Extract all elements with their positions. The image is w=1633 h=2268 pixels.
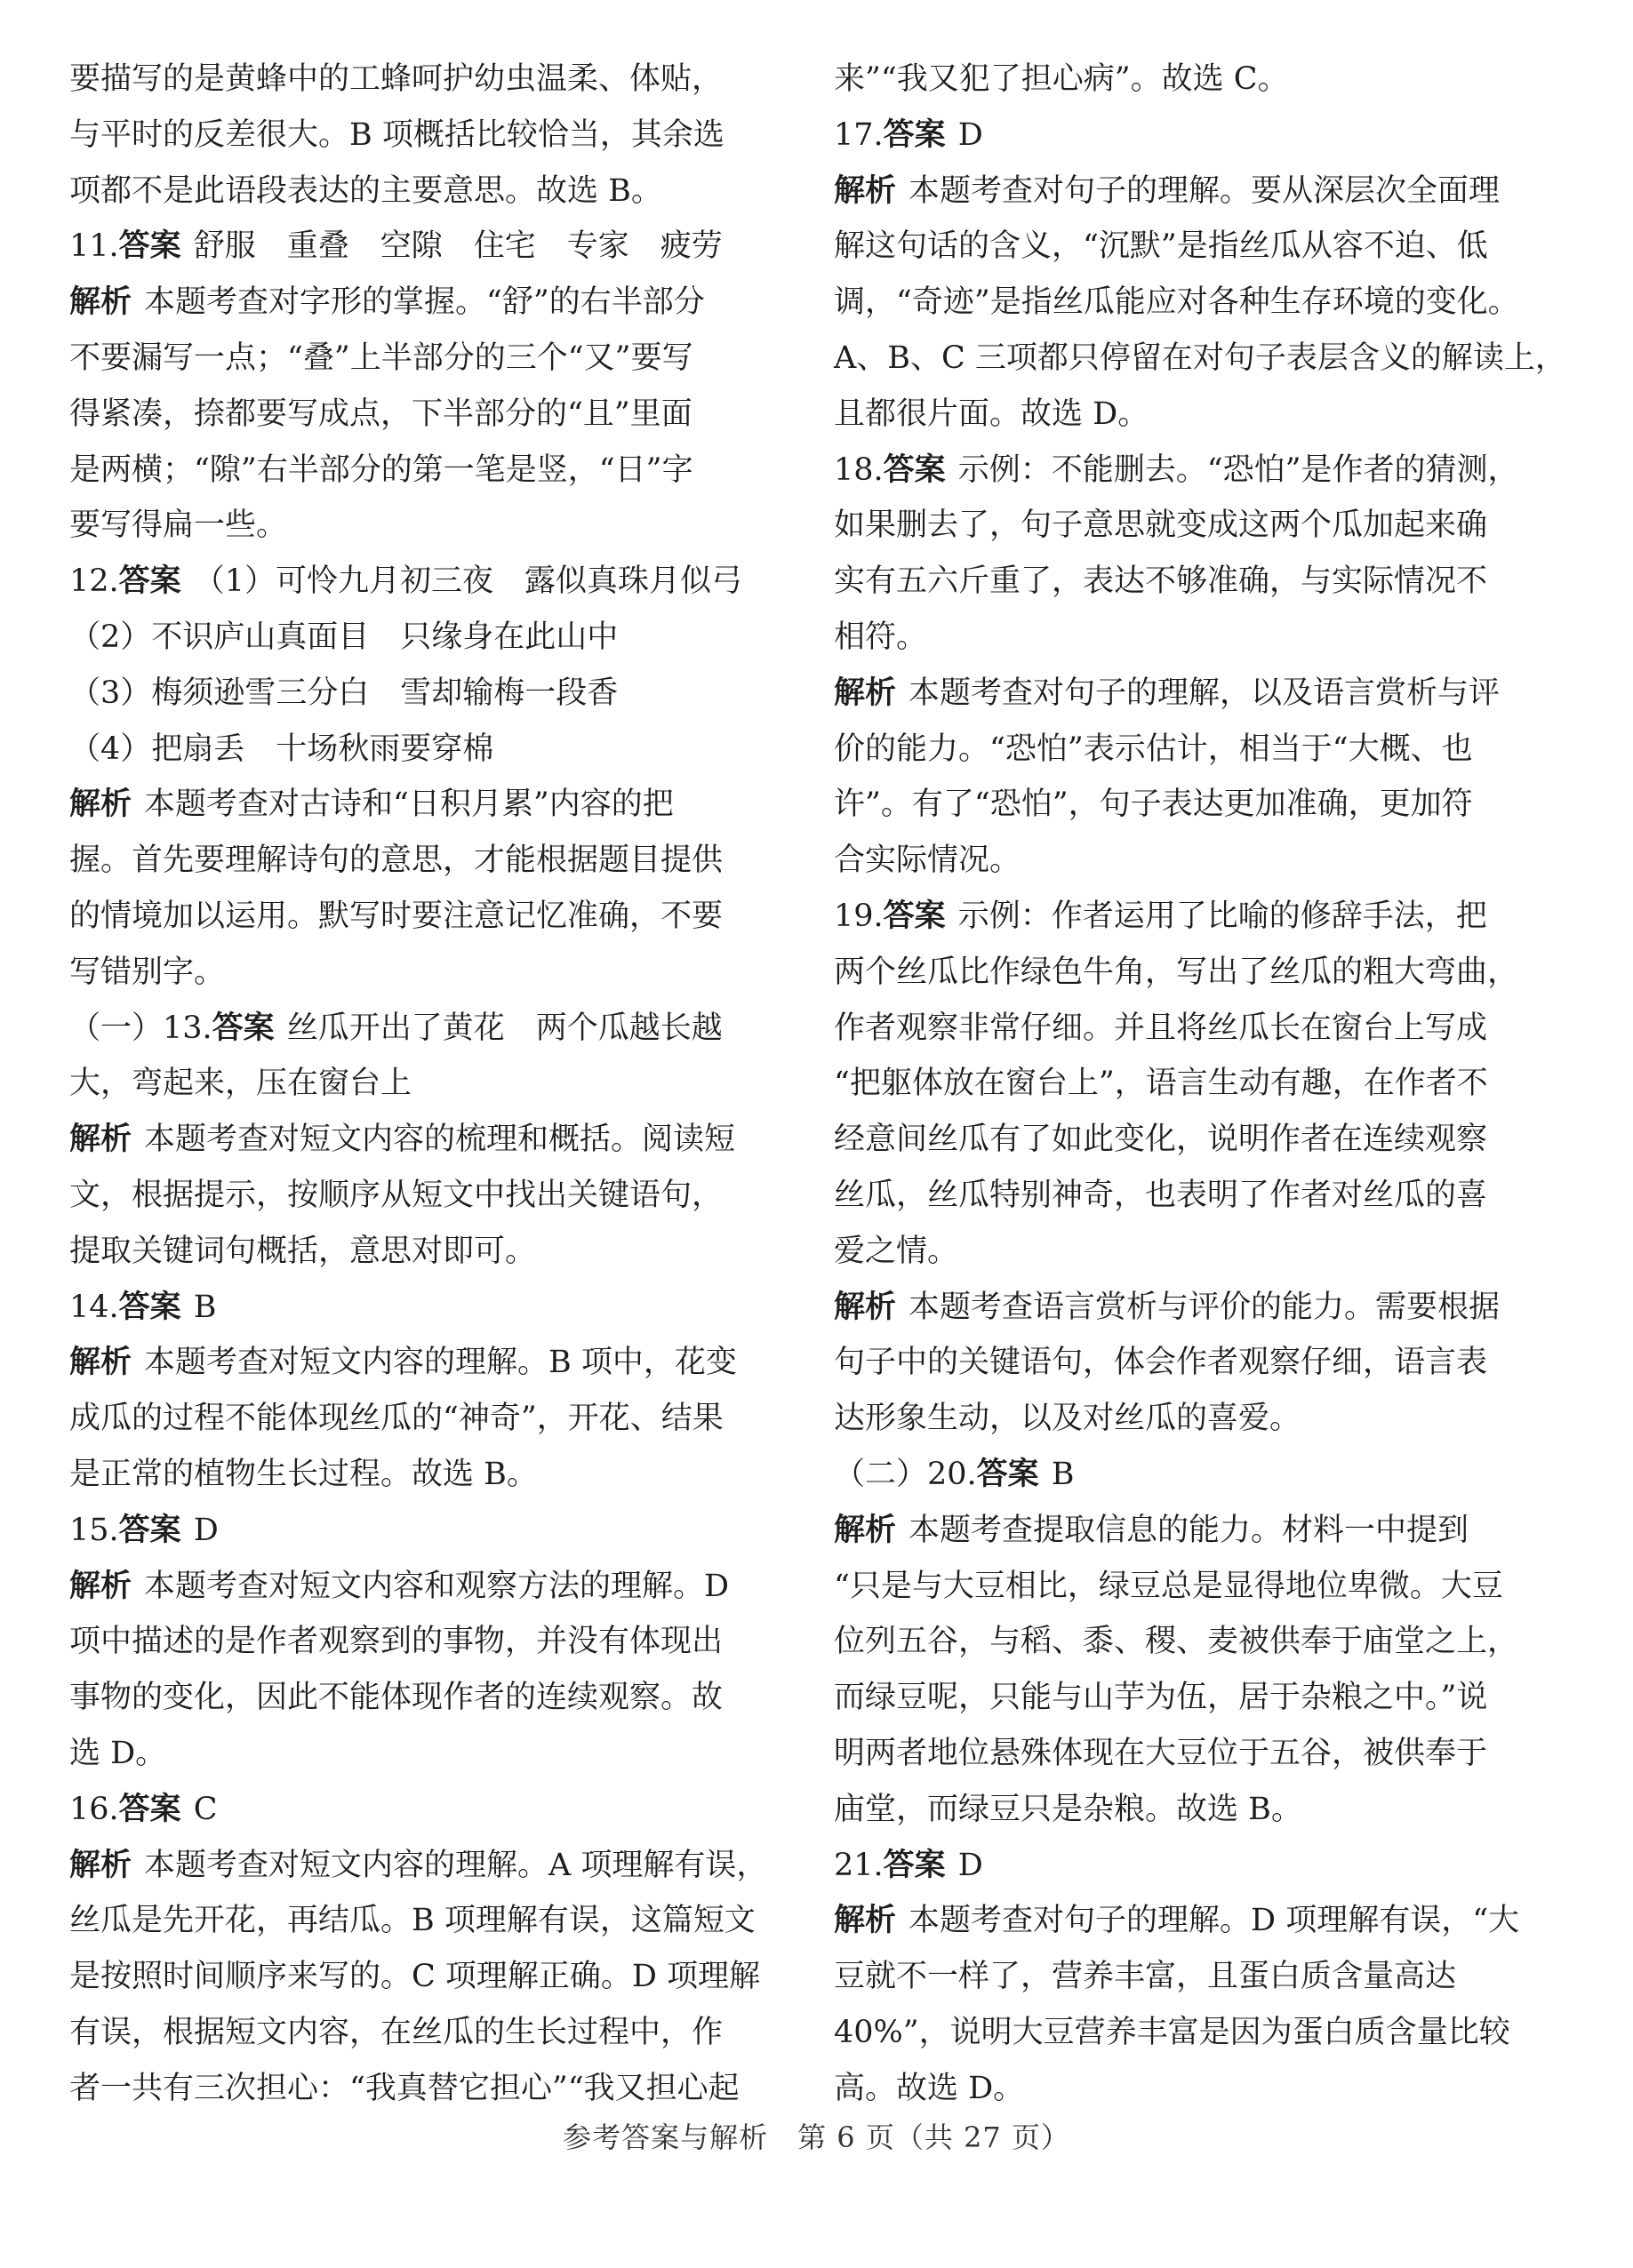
line-text: 者一共有三次担心：“我真替它担心”“我又担心起	[69, 2070, 740, 2106]
text-line	[834, 554, 1509, 610]
line-text: 丝瓜，丝瓜特别神奇，也表明了作者对丝瓜的喜	[834, 1177, 1488, 1213]
answer-label: 答案	[118, 228, 181, 265]
line-text: 事物的变化，因此不能体现作者的连续观察。故	[69, 1680, 724, 1716]
question-number: （一）13.	[69, 1010, 212, 1046]
text-line	[834, 1056, 1509, 1112]
text-line	[69, 777, 745, 833]
text-line	[69, 164, 745, 220]
line-text: 位列五谷，与稻、黍、稷、麦被供奉于庙堂之上，	[834, 1624, 1519, 1660]
line-text: 丝瓜是先开花，再结瓜。B 项理解有误，这篇短文	[69, 1903, 756, 1939]
text-line	[69, 833, 745, 889]
line-text: 本题考查对短文内容和观察方法的理解。D	[144, 1568, 730, 1604]
line-text: 许”。有了“恐怕”，句子表达更加准确，更加符	[834, 787, 1473, 823]
text-line	[834, 1335, 1509, 1391]
text-line	[69, 1001, 745, 1057]
analysis-label: 解析	[69, 1122, 132, 1158]
answer-label: 答案	[883, 898, 946, 934]
analysis-label: 解析	[69, 1847, 132, 1883]
line-text: 明两者地位悬殊体现在大豆位于五谷，被供奉于	[834, 1735, 1488, 1771]
line-text: 要写得扁一些。	[69, 507, 288, 544]
line-text: 大，弯起来，压在窗台上	[69, 1066, 412, 1102]
line-text: D	[957, 1847, 983, 1883]
line-text: 相符。	[834, 619, 928, 655]
line-text: 两个丝瓜比作绿色牛角，写出了丝瓜的粗大弯曲，	[834, 954, 1519, 990]
text-line	[834, 610, 1509, 666]
text-line	[834, 1782, 1509, 1838]
line-text: 本题考查语言赏析与评价的能力。需要根据	[909, 1289, 1501, 1325]
page-footer: 参考答案与解析 第 6 页（共 27 页）	[563, 2120, 1070, 2154]
line-text: 实有五六斤重了，表达不够准确，与实际情况不	[834, 563, 1488, 600]
question-number: 14.	[69, 1289, 119, 1325]
question-number: 11.	[69, 228, 119, 265]
line-text: 达形象生动，以及对丝瓜的喜爱。	[834, 1401, 1301, 1437]
line-text: 而绿豆呢，只能与山芋为伍，居于杂粮之中。”说	[834, 1680, 1488, 1716]
text-line	[69, 1168, 745, 1224]
line-text: 得紧凑，捺都要写成点，下半部分的“且”里面	[69, 395, 692, 432]
line-text: 本题考查对短文内容的梳理和概括。阅读短	[144, 1122, 736, 1158]
line-text: 40%”，说明大豆营养丰富是因为蛋白质含量比较	[834, 2014, 1510, 2050]
answer-label: 答案	[118, 1289, 181, 1325]
text-line	[834, 1670, 1509, 1726]
line-text: 句子中的关键语句，体会作者观察仔细，语言表	[834, 1345, 1488, 1381]
text-line	[834, 1559, 1509, 1615]
text-line	[69, 1559, 745, 1615]
text-line	[69, 889, 745, 945]
text-line	[69, 1112, 745, 1168]
line-text: （3）梅须逊雪三分白 雪却输梅一段香	[69, 675, 619, 711]
line-text: 解这句话的含义，“沉默”是指丝瓜从容不迫、低	[834, 228, 1488, 265]
text-line	[834, 1614, 1519, 1670]
text-line	[69, 1949, 761, 2005]
line-text: 握。首先要理解诗句的意思，才能根据题目提供	[69, 843, 724, 879]
line-text: 的情境加以运用。默写时要注意记忆准确，不要	[69, 898, 724, 934]
line-text: 文，根据提示，按顺序从短文中找出关键语句，	[69, 1177, 724, 1213]
line-text: 如果删去了，句子意思就变成这两个瓜加起来确	[834, 507, 1488, 544]
text-line	[69, 2005, 745, 2061]
text-line	[69, 387, 745, 443]
line-text: 且都很片面。故选 D。	[834, 395, 1149, 432]
text-line	[834, 1838, 1509, 1894]
question-number: 19.	[834, 898, 884, 934]
text-line	[834, 1503, 1509, 1559]
analysis-label: 解析	[69, 1568, 132, 1604]
line-text: 作者观察非常仔细。并且将丝瓜长在窗台上写成	[834, 1010, 1488, 1046]
line-text: 丝瓜开出了黄花 两个瓜越长越	[286, 1010, 723, 1046]
line-text: 成瓜的过程不能体现丝瓜的“神奇”，开花、结果	[69, 1401, 724, 1437]
line-text: C	[193, 1791, 218, 1827]
text-line	[69, 219, 745, 275]
text-line	[834, 52, 1509, 108]
right-column	[834, 52, 1566, 2116]
text-line	[834, 164, 1509, 220]
text-line	[69, 610, 745, 666]
text-line	[69, 1503, 745, 1559]
line-text: 合实际情况。	[834, 843, 1021, 879]
text-line	[834, 2005, 1509, 2061]
text-line	[834, 275, 1519, 331]
line-text: 是两横；“隙”右半部分的第一笔是竖，“日”字	[69, 451, 693, 488]
line-text: 项中描述的是作者观察到的事物，并没有体现出	[69, 1624, 724, 1660]
line-text: B	[1051, 1456, 1075, 1492]
line-text: B	[193, 1289, 217, 1325]
text-line	[69, 722, 745, 778]
text-line	[834, 1001, 1509, 1057]
line-text: 豆就不一样了，营养丰富，且蛋白质含量高达	[834, 1959, 1457, 1995]
analysis-label: 解析	[69, 284, 132, 321]
text-line	[834, 833, 1509, 889]
line-text: 本题考查对字形的掌握。“舒”的右半部分	[144, 284, 705, 321]
text-line	[834, 666, 1509, 722]
text-line	[69, 52, 745, 108]
text-line	[69, 1726, 745, 1782]
line-text: 高。故选 D。	[834, 2070, 1025, 2106]
text-line	[834, 1224, 1509, 1280]
line-text: 价的能力。“恐怕”表示估计，相当于“大概、也	[834, 731, 1473, 767]
text-line	[69, 1670, 745, 1726]
text-line	[834, 1280, 1509, 1336]
question-number: 21.	[834, 1847, 884, 1883]
text-line	[834, 108, 1509, 164]
line-text: 本题考查对古诗和“日积月累”内容的把	[144, 787, 674, 823]
line-text: 本题考查对句子的理解，以及语言赏析与评	[909, 675, 1501, 711]
answer-label: 答案	[118, 563, 181, 600]
question-number: （二）20.	[834, 1456, 977, 1492]
analysis-label: 解析	[834, 172, 897, 209]
text-line	[834, 1726, 1509, 1782]
answer-label: 答案	[118, 1512, 181, 1548]
line-text: 庙堂，而绿豆只是杂粮。故选 B。	[834, 1791, 1302, 1827]
text-line	[834, 945, 1519, 1001]
line-text: 与平时的反差很大。B 项概括比较恰当，其余选	[69, 116, 724, 153]
text-line	[69, 331, 745, 387]
text-line	[834, 889, 1509, 945]
text-line	[834, 777, 1509, 833]
text-line	[834, 219, 1509, 275]
question-number: 17.	[834, 116, 884, 153]
text-line	[69, 1224, 745, 1280]
text-line	[834, 1447, 1509, 1503]
text-line	[834, 722, 1509, 778]
line-text: 示例：不能删去。“恐怕”是作者的猜测，	[957, 451, 1519, 488]
line-text: 本题考查对短文内容的理解。A 项理解有误，	[144, 1847, 768, 1883]
text-line	[834, 498, 1509, 554]
text-line	[69, 275, 745, 331]
line-text: 有误，根据短文内容，在丝瓜的生长过程中，作	[69, 2014, 724, 2050]
line-text: 选 D。	[69, 1735, 167, 1771]
text-line	[834, 1949, 1509, 2005]
line-text: D	[193, 1512, 219, 1548]
text-line	[834, 443, 1519, 499]
text-line	[834, 1112, 1509, 1168]
text-line	[69, 554, 745, 610]
text-line	[69, 945, 745, 1001]
answer-label: 答案	[883, 1847, 946, 1883]
answer-label: 答案	[118, 1791, 181, 1827]
answer-label: 答案	[976, 1456, 1039, 1492]
line-text: D	[957, 116, 983, 153]
answer-label: 答案	[212, 1010, 275, 1046]
line-text: 提取关键词句概括，意思对即可。	[69, 1233, 537, 1269]
text-line	[834, 2061, 1509, 2117]
line-text: 写错别字。	[69, 954, 226, 990]
line-text: 项都不是此语段表达的主要意思。故选 B。	[69, 172, 662, 209]
text-line	[69, 1056, 745, 1112]
line-text: 本题考查对句子的理解。要从深层次全面理	[909, 172, 1501, 209]
line-text: 调，“奇迹”是指丝瓜能应对各种生存环境的变化。	[834, 284, 1519, 321]
line-text: 舒服 重叠 空隙 住宅 专家 疲劳	[193, 228, 723, 265]
analysis-label: 解析	[834, 1903, 897, 1939]
answer-label: 答案	[883, 451, 946, 488]
line-text: （1）可怜九月初三夜 露似真珠月似弓	[193, 563, 742, 600]
text-line	[69, 443, 745, 499]
line-text: “只是与大豆相比，绿豆总是显得地位卑微。大豆	[834, 1568, 1503, 1604]
text-line	[69, 1447, 745, 1503]
line-text: 经意间丝瓜有了如此变化，说明作者在连续观察	[834, 1122, 1488, 1158]
text-line	[834, 331, 1566, 387]
line-text: A、B、C 三项都只停留在对句子表层含义的解读上，	[834, 339, 1566, 376]
text-line	[834, 1391, 1509, 1447]
line-text: 不要漏写一点；“叠”上半部分的三个“又”要写	[69, 339, 693, 376]
text-line	[834, 1893, 1520, 1949]
text-line	[69, 1280, 745, 1336]
text-line	[69, 1838, 768, 1894]
line-text: 本题考查对短文内容的理解。B 项中，花变	[144, 1345, 737, 1381]
line-text: 是按照时间顺序来写的。C 项理解正确。D 项理解	[69, 1959, 761, 1995]
line-text: 要描写的是黄蜂中的工蜂呵护幼虫温柔、体贴，	[69, 61, 724, 97]
line-text: “把躯体放在窗台上”，语言生动有趣，在作者不	[834, 1066, 1488, 1102]
text-line	[69, 1614, 745, 1670]
text-line	[69, 1335, 745, 1391]
analysis-label: 解析	[69, 787, 132, 823]
question-number: 12.	[69, 563, 119, 600]
line-text: 本题考查提取信息的能力。材料一中提到	[909, 1512, 1469, 1548]
line-text: 是正常的植物生长过程。故选 B。	[69, 1456, 538, 1492]
line-text: 爱之情。	[834, 1233, 959, 1269]
analysis-label: 解析	[834, 675, 897, 711]
question-number: 18.	[834, 451, 884, 488]
line-text: 示例：作者运用了比喻的修辞手法，把	[957, 898, 1487, 934]
analysis-label: 解析	[834, 1512, 897, 1548]
text-line	[69, 1391, 745, 1447]
text-line	[69, 2061, 745, 2117]
line-text: 本题考查对句子的理解。D 项理解有误，“大	[909, 1903, 1520, 1939]
question-number: 16.	[69, 1791, 119, 1827]
line-text: 来”“我又犯了担心病”。故选 C。	[834, 61, 1289, 97]
text-line	[69, 498, 745, 554]
line-text: （4）把扇丢 十场秋雨要穿棉	[69, 731, 494, 767]
text-line	[834, 1168, 1509, 1224]
text-line	[834, 387, 1509, 443]
question-number: 15.	[69, 1512, 119, 1548]
text-line	[69, 1893, 756, 1949]
line-text: （2）不识庐山真面目 只缘身在此山中	[69, 619, 619, 655]
text-line	[69, 108, 745, 164]
left-column	[69, 52, 768, 2116]
text-line	[69, 666, 745, 722]
text-line	[69, 1782, 745, 1838]
answer-label: 答案	[883, 116, 946, 153]
analysis-label: 解析	[834, 1289, 897, 1325]
analysis-label: 解析	[69, 1345, 132, 1381]
